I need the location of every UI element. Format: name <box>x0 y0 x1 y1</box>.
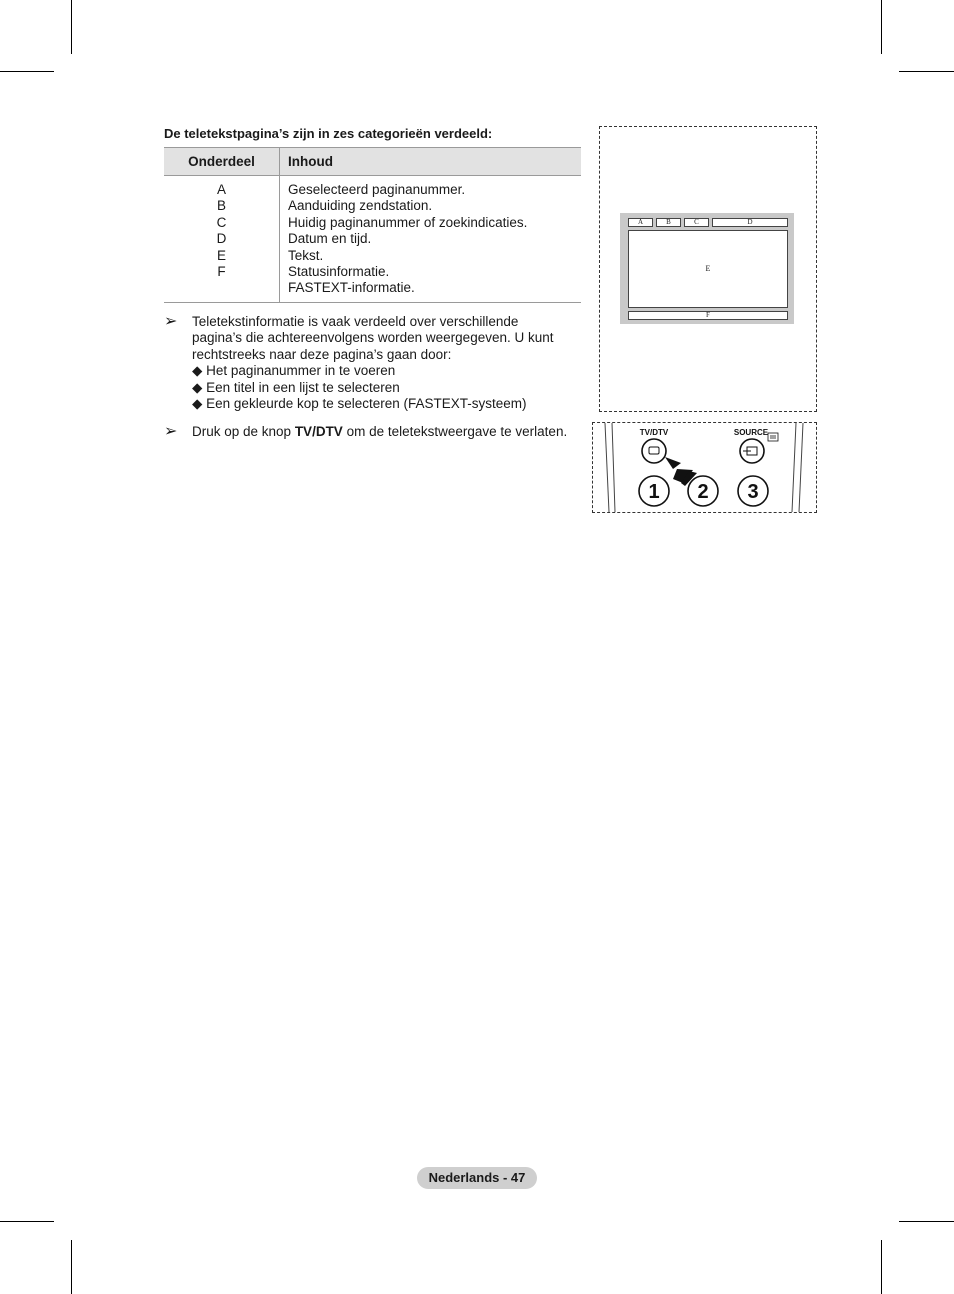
key-name: TV/DTV <box>294 424 343 439</box>
remote-control-illustration <box>593 423 816 512</box>
tvdtv-label: TV/DTV <box>639 428 669 437</box>
digit-button-1[interactable] <box>639 476 669 506</box>
svg-text:1: 1 <box>648 481 660 503</box>
content-line: Tekst. <box>288 247 324 263</box>
header-part: Onderdeel <box>164 148 280 176</box>
content-line: Geselecteerd paginanummer. <box>288 182 466 197</box>
part-letter: A <box>216 182 226 197</box>
note-line: rechtstreeks naar deze pagina’s gaan door: <box>192 346 452 362</box>
part-letter: F <box>217 264 226 280</box>
part-letter: D <box>216 231 227 247</box>
teletext-screen-illustration <box>620 213 794 324</box>
screen-part-c: C <box>684 218 709 227</box>
part-letter: C <box>216 214 227 230</box>
categories-table <box>164 147 581 303</box>
note-line: Teletekstinformatie is vaak verdeeld over verschillende <box>192 314 519 329</box>
svg-text:3: 3 <box>747 481 759 503</box>
diamond-icon: ◆ <box>192 379 203 395</box>
crop-mark <box>899 1221 954 1222</box>
arrow-icon: ➢ <box>164 313 178 330</box>
content-line: FASTEXT-informatie. <box>288 280 415 296</box>
crop-mark <box>71 0 72 54</box>
header-content: Inhoud <box>280 148 582 176</box>
note-exit-teletext <box>164 424 584 440</box>
source-button[interactable] <box>740 439 764 463</box>
diamond-icon: ◆ <box>192 396 203 412</box>
crop-mark <box>881 1240 882 1294</box>
part-cell <box>164 176 280 303</box>
intro-text: De teletekstpagina’s zijn in zes categorieën verdeeld: <box>164 126 493 141</box>
crop-mark <box>881 0 882 54</box>
diamond-icon: ◆ <box>192 363 203 379</box>
source-icon <box>768 433 778 441</box>
tvdtv-button[interactable] <box>642 439 666 463</box>
screen-part-e: E <box>628 230 788 308</box>
note-teletext-pages <box>164 314 584 412</box>
screen-part-b: B <box>656 218 681 227</box>
crop-mark <box>0 1221 54 1222</box>
screen-part-a: A <box>628 218 653 227</box>
arrow-icon: ➢ <box>164 423 178 440</box>
content-line: Aanduiding zendstation. <box>288 198 433 214</box>
svg-text:2: 2 <box>697 481 709 503</box>
note-line: Druk op de knop TV/DTV om de teletekstweergave te verlaten. <box>192 424 568 439</box>
content-line: Statusinformatie. <box>288 264 390 280</box>
note-line: pagina’s die achtereenvolgens worden weergegeven. U kunt <box>192 330 554 346</box>
screen-part-f: F <box>628 311 788 320</box>
part-letter: B <box>216 198 226 214</box>
source-label: SOURCE <box>733 428 769 437</box>
content-cell <box>280 176 582 303</box>
crop-mark <box>71 1240 72 1294</box>
digit-button-2[interactable] <box>688 476 718 506</box>
crop-mark <box>899 71 954 72</box>
bullet-item: ◆ Een titel in een lijst te selecteren <box>192 379 400 395</box>
bullet-item: ◆ Een gekleurde kop te selecteren (FASTEXT-systeem) <box>192 396 527 412</box>
table-row <box>164 176 581 303</box>
crop-mark <box>0 71 54 72</box>
screen-part-d: D <box>712 218 788 227</box>
bullet-item: ◆ Het paginanummer in te voeren <box>192 363 396 379</box>
remote-illustration-frame <box>592 422 817 513</box>
page-footer: Nederlands - 47 <box>417 1167 537 1189</box>
digit-button-3[interactable] <box>738 476 768 506</box>
content-line: Huidig paginanummer of zoekindicaties. <box>288 214 528 230</box>
part-letter: E <box>216 247 226 263</box>
content-line: Datum en tijd. <box>288 231 372 247</box>
